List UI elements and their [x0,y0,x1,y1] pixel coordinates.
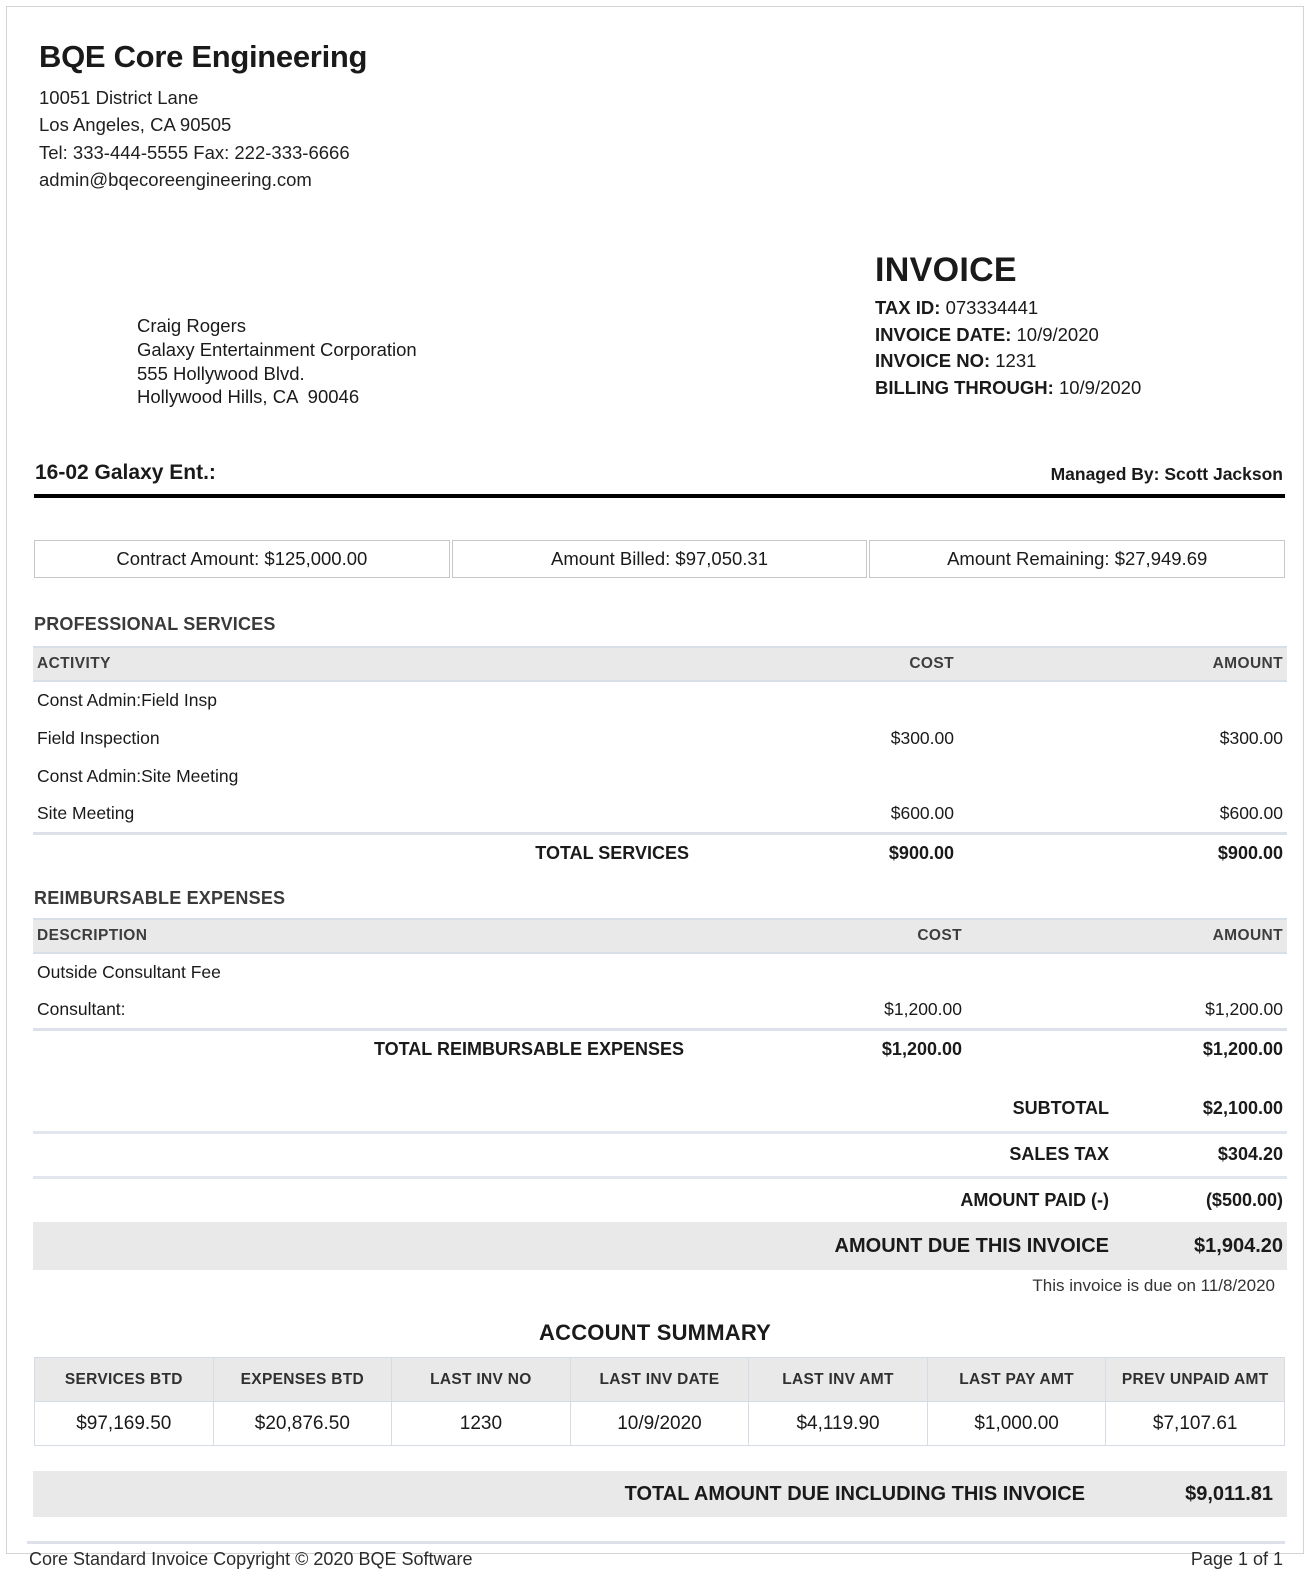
services-header-row [33,647,1287,681]
expenses-col-description: DESCRIPTION [33,919,688,953]
company-address-line2: Los Angeles, CA 90505 [39,114,232,136]
acct-col-last-inv-date: LAST INV DATE [570,1358,749,1402]
invoice-no-label: INVOICE NO: [875,350,991,372]
services-col-activity: ACTIVITY [33,647,693,681]
services-total-amount: $900.00 [1217,843,1283,864]
amount-paid-row [33,1177,1287,1222]
bill-to-contact: Craig Rogers [137,315,246,336]
table-row [33,681,1287,719]
expenses-header-row [33,919,1287,953]
services-amount: $300.00 [1219,727,1283,748]
header-divider [34,494,1285,498]
invoice-date-label: INVOICE DATE: [875,323,1012,345]
acct-val-last-inv-no: 1230 [392,1402,571,1446]
expenses-total-amount: $1,200.00 [1202,1039,1283,1060]
billing-through-row [875,375,1292,402]
acct-col-last-pay-amt: LAST PAY AMT [927,1358,1106,1402]
services-activity: Const Admin:Field Insp [37,690,217,710]
expenses-col-amount: AMOUNT [966,919,1287,953]
invoice-date-row [875,322,1292,349]
reimbursable-expenses-title: REIMBURSABLE EXPENSES [34,888,286,908]
services-cost: $300.00 [890,727,954,748]
services-total-cost: $900.00 [888,843,954,864]
expenses-cost: $1,200.00 [688,991,966,1029]
acct-col-last-inv-amt: LAST INV AMT [749,1358,928,1402]
tax-id-label: TAX ID: [875,297,941,319]
acct-val-prev-unpaid-amt: $7,107.61 [1106,1402,1285,1446]
footer-page-number: Page 1 of 1 [1190,1549,1283,1569]
invoice-no-row [875,348,1292,375]
invoice-body [7,39,1303,1585]
grand-total-value: $9,011.81 [1185,1482,1273,1505]
bill-to-company: Galaxy Entertainment Corporation [137,338,417,360]
amount-remaining-box: Amount Remaining: $27,949.69 [869,540,1285,578]
page-footer [27,1549,1285,1570]
subtotal-row [33,1087,1287,1132]
services-activity: Field Inspection [37,727,160,748]
professional-services-table [33,646,1287,873]
services-amount: $600.00 [958,795,1287,833]
acct-val-services-btd: $97,169.50 [35,1402,214,1446]
services-col-amount: AMOUNT [958,647,1287,681]
tax-id-value: 073334441 [945,297,1039,319]
sales-tax-row [33,1132,1287,1177]
bill-to-street: 555 Hollywood Blvd. [137,362,305,384]
project-manager: Managed By: Scott Jackson [1050,464,1283,484]
services-cost [693,681,958,719]
billing-through-value: 10/9/2020 [1058,376,1142,398]
invoice-date-value: 10/9/2020 [1016,323,1099,345]
amount-paid-label: AMOUNT PAID (-) [960,1189,1109,1210]
acct-col-last-inv-no: LAST INV NO [392,1358,571,1402]
expenses-description: Consultant: [33,991,688,1029]
grand-total-bar [33,1471,1287,1517]
professional-services-title: PROFESSIONAL SERVICES [34,614,276,634]
table-row [33,991,1287,1029]
expenses-amount [966,953,1287,991]
expenses-total-row [33,1029,1287,1069]
contract-summary-boxes [34,540,1285,578]
account-summary-title: ACCOUNT SUMMARY [539,1320,771,1345]
services-cost: $600.00 [693,795,958,833]
acct-val-last-inv-date: 10/9/2020 [570,1402,749,1446]
acct-val-last-pay-amt: $1,000.00 [927,1402,1106,1446]
subtotal-value: $2,100.00 [1113,1087,1287,1132]
company-address [39,84,1283,194]
services-amount [958,757,1287,795]
grand-total-label: TOTAL AMOUNT DUE INCLUDING THIS INVOICE [624,1482,1085,1505]
company-address-line1: 10051 District Lane [39,86,199,108]
amount-due-value: $1,904.20 [1113,1222,1287,1270]
services-total-label: TOTAL SERVICES [535,843,689,864]
expenses-total-label: TOTAL REIMBURSABLE EXPENSES [373,1039,684,1060]
services-amount [958,681,1287,719]
expenses-col-cost: COST [688,919,966,953]
tax-id-row [875,295,1292,322]
table-row [33,757,1287,795]
table-row [33,953,1287,991]
expenses-cost [688,953,966,991]
acct-col-prev-unpaid-amt: PREV UNPAID AMT [1106,1358,1285,1402]
reimbursable-expenses-table [33,918,1287,1069]
account-summary-table [34,1357,1285,1446]
acct-col-expenses-btd: EXPENSES BTD [213,1358,392,1402]
expenses-total-cost: $1,200.00 [881,1039,962,1060]
subtotal-label: SUBTOTAL [33,1087,1113,1132]
invoice-heading: INVOICE [875,251,1017,289]
sales-tax-label: SALES TAX [33,1132,1113,1177]
company-email: admin@bqecoreengineering.com [39,169,312,191]
project-name: 16-02 Galaxy Ent.: [35,461,216,484]
invoice-totals-table [33,1087,1287,1270]
expenses-description: Outside Consultant Fee [37,962,221,982]
services-total-row [33,833,1287,873]
table-row [33,719,1287,757]
table-row [33,795,1287,833]
services-activity: Const Admin:Site Meeting [37,765,239,786]
amount-due-label: AMOUNT DUE THIS INVOICE [33,1222,1113,1270]
amount-due-row [33,1222,1287,1270]
services-col-cost: COST [693,647,958,681]
invoice-page [6,6,1304,1569]
due-date-note: This invoice is due on 11/8/2020 [1032,1276,1275,1295]
amount-billed-box: Amount Billed: $97,050.31 [452,540,868,578]
company-phone-fax: Tel: 333-444-5555 Fax: 222-333-6666 [39,141,350,163]
bill-to-city-state-zip: Hollywood Hills, CA 90046 [137,386,360,408]
account-summary-header-row [35,1358,1285,1402]
table-row [35,1402,1285,1446]
expenses-amount: $1,200.00 [966,991,1287,1029]
acct-col-services-btd: SERVICES BTD [35,1358,214,1402]
services-activity: Site Meeting [33,795,693,833]
billing-through-label: BILLING THROUGH: [875,376,1054,398]
services-cost [693,757,958,795]
contract-amount-box: Contract Amount: $125,000.00 [34,540,450,578]
sales-tax-value: $304.20 [1113,1132,1287,1177]
invoice-meta-block [862,252,1292,401]
company-name: BQE Core Engineering [39,39,368,74]
invoice-no-value: 1231 [995,350,1037,372]
acct-val-last-inv-amt: $4,119.90 [749,1402,928,1446]
bill-to-block [137,314,417,409]
amount-paid-value: ($500.00) [1205,1189,1283,1210]
acct-val-expenses-btd: $20,876.50 [213,1402,392,1446]
footer-copyright: Core Standard Invoice Copyright © 2020 BQE Software [29,1549,473,1569]
project-header-row [27,461,1285,485]
footer-divider [27,1541,1285,1544]
